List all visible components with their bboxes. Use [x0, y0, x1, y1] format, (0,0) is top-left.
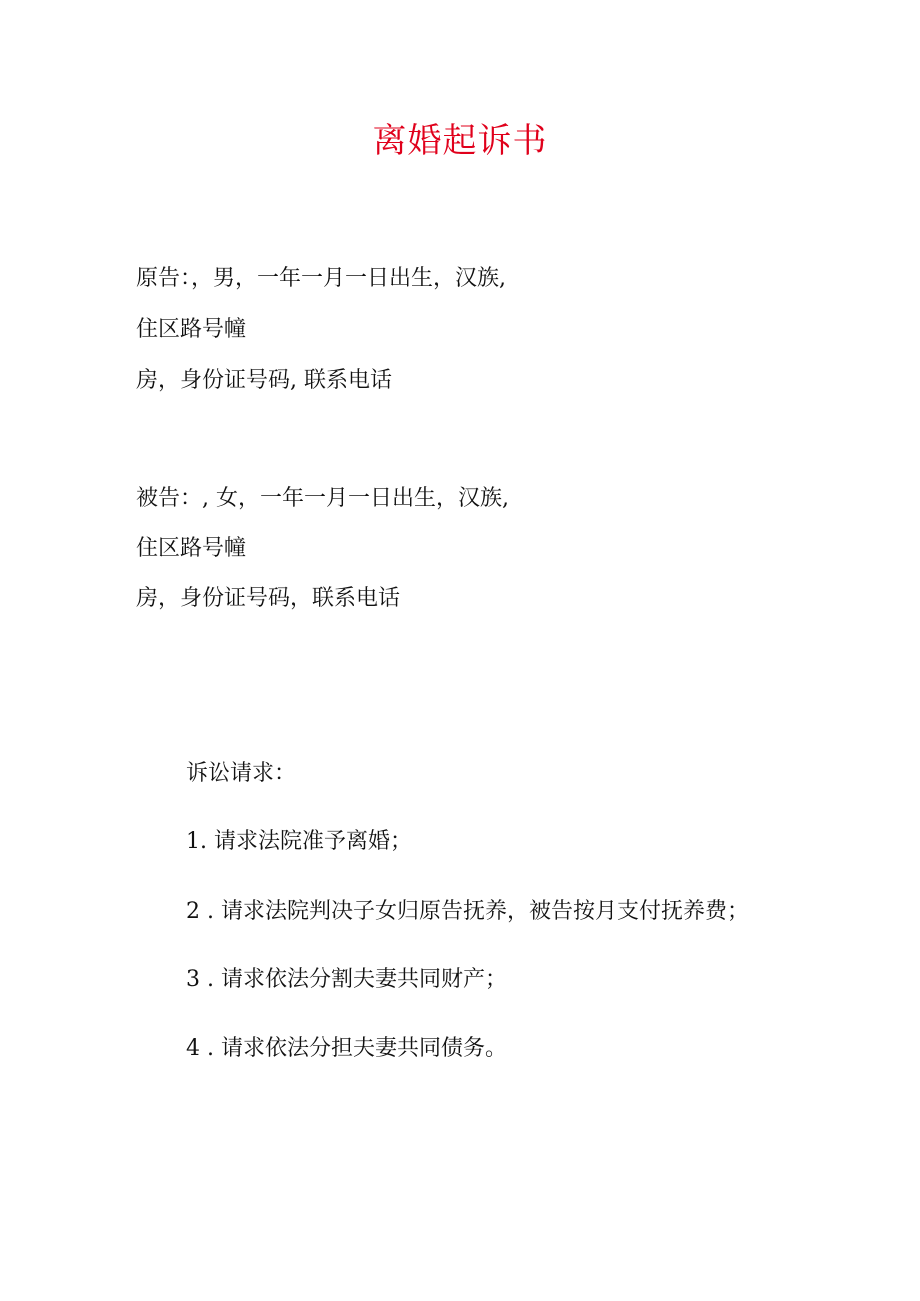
claim-item-1: 1. 请求法院准予离婚；	[186, 829, 412, 854]
plaintiff-line-2: 住区路号幢	[136, 317, 247, 342]
defendant-line-3: 房，身份证号码，联系电话	[136, 586, 401, 611]
claim-item-4: 4 . 请求依法分担夫妻共同债务。	[186, 1036, 507, 1061]
claim-item-2: 2 . 请求法院判决子女归原告抚养，被告按月支付抚养费；	[186, 899, 749, 924]
claims-heading: 诉讼请求：	[186, 761, 297, 786]
document-title: 离婚起诉书	[372, 121, 548, 161]
defendant-line-1: 被告：, 女，一年一月一日出生，汉族,	[136, 486, 509, 511]
plaintiff-line-3: 房，身份证号码, 联系电话	[136, 368, 392, 393]
claim-item-3: 3 . 请求依法分割夫妻共同财产；	[186, 967, 507, 992]
plaintiff-line-1: 原告：，男，一年一月一日出生，汉族,	[136, 266, 506, 291]
defendant-line-2: 住区路号幢	[136, 536, 247, 561]
